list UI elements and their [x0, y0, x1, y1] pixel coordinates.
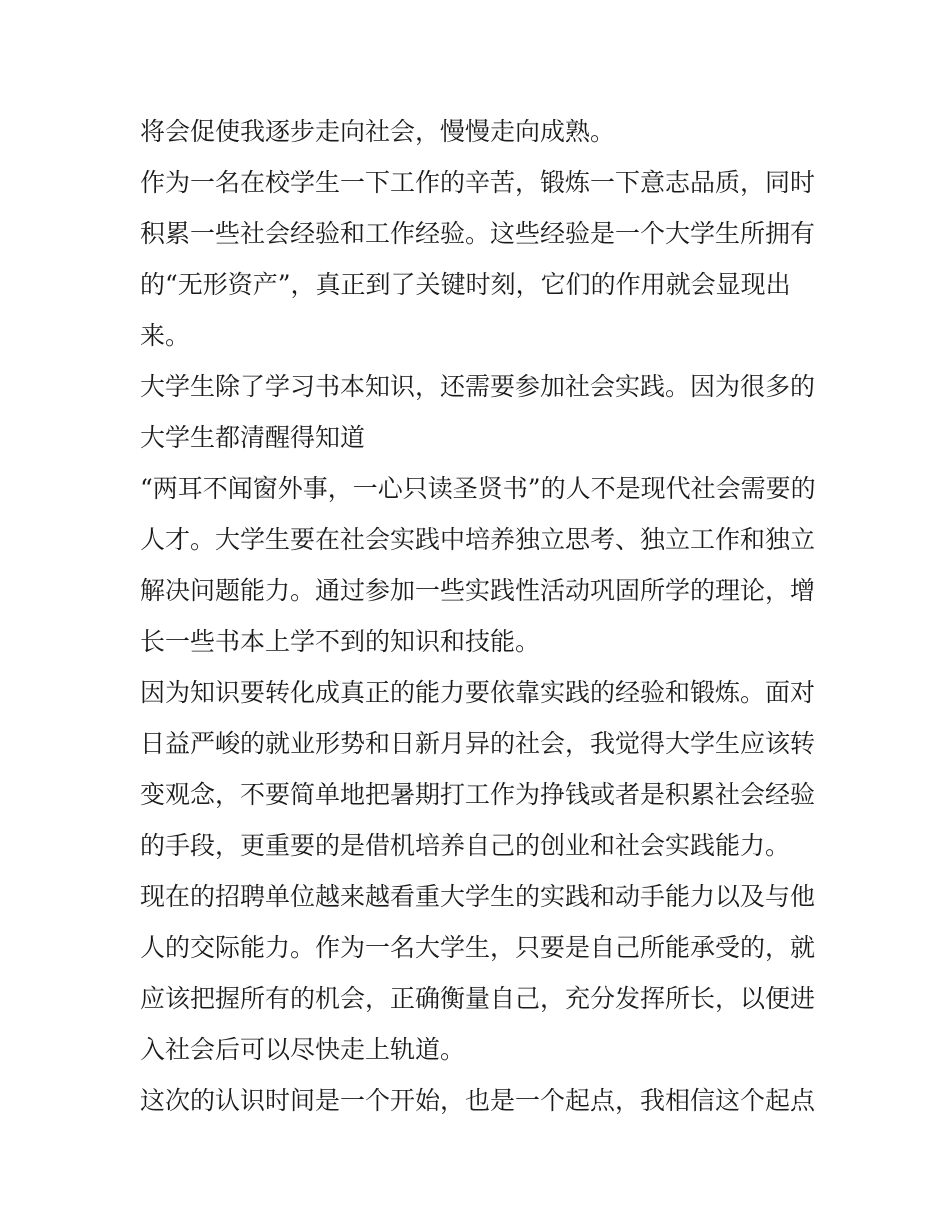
text-line: 这次的认识时间是一个开始，也是一个起点，我相信这个起点 [140, 1086, 816, 1115]
text-line: 入社会后可以尽快走上轨道。 [140, 1035, 466, 1064]
text-line: 作为一名在校学生一下工作的辛苦，锻炼一下意志品质，同时 [140, 168, 816, 197]
text-line: 解决问题能力。通过参加一些实践性活动巩固所学的理论，增 [140, 576, 816, 605]
text-line: 人的交际能力。作为一名大学生，只要是自己所能承受的，就 [140, 933, 816, 962]
text-line: 积累一些社会经验和工作经验。这些经验是一个大学生所拥有 [140, 219, 816, 248]
text-line: 的“无形资产”，真正到了关键时刻，它们的作用就会显现出 [140, 270, 791, 299]
text-line: 将会促使我逐步走向社会，慢慢走向成熟。 [140, 117, 616, 146]
text-line: 现在的招聘单位越来越看重大学生的实践和动手能力以及与他 [140, 882, 816, 911]
text-line: 因为知识要转化成真正的能力要依靠实践的经验和锻炼。面对 [140, 678, 816, 707]
text-line: 来。 [140, 321, 191, 350]
text-line: 人才。大学生要在社会实践中培养独立思考、独立工作和独立 [140, 525, 816, 554]
text-line: 大学生都清醒得知道 [140, 423, 366, 452]
text-line: 长一些书本上学不到的知识和技能。 [140, 627, 541, 656]
body-text [140, 106, 830, 1126]
text-line: 变观念，不要简单地把暑期打工作为挣钱或者是积累社会经验 [140, 780, 816, 809]
text-line: 的手段，更重要的是借机培养自己的创业和社会实践能力。 [140, 831, 791, 860]
text-line: 日益严峻的就业形势和日新月异的社会，我觉得大学生应该转 [140, 729, 816, 758]
text-line: 应该把握所有的机会，正确衡量自己，充分发挥所长，以便进 [140, 984, 816, 1013]
text-line: “两耳不闻窗外事，一心只读圣贤书”的人不是现代社会需要的 [140, 474, 816, 503]
text-line: 大学生除了学习书本知识，还需要参加社会实践。因为很多的 [140, 372, 816, 401]
